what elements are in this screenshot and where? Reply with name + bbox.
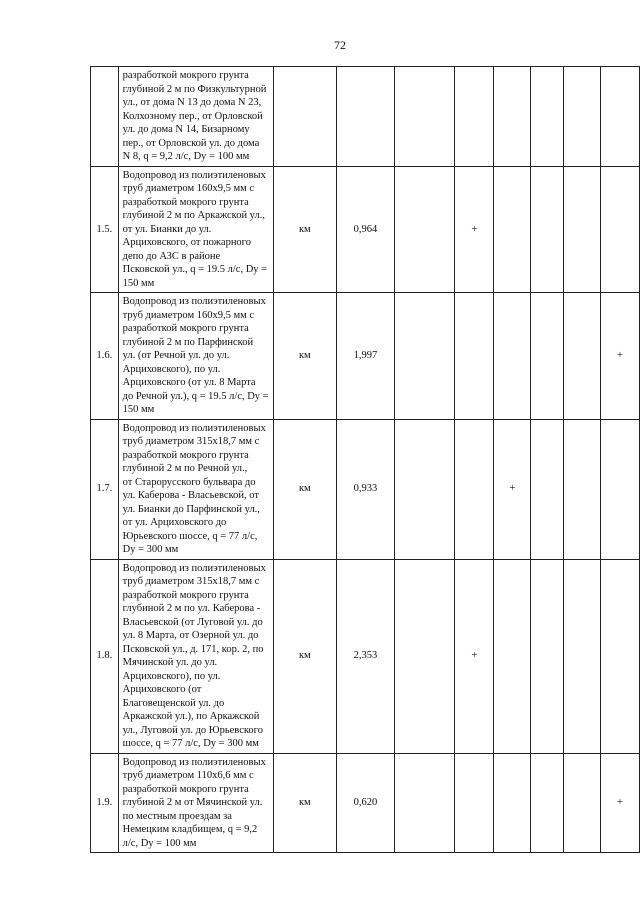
year-cell-4	[531, 753, 564, 853]
year-cell-3	[494, 753, 531, 853]
row-description: Водопровод из полиэтиленовых труб диаметром 315х18,7 мм с разработкой мокрого грунта глубиной 2 м по Речной ул., от Старорусского бульвара до ул. Каберова - Власьевской, от ул. Бианки до Парфинской ул., от ул. Арциховского до Юрьевского шоссе, q = 77 л/с, Dy = 300 мм	[122, 422, 266, 555]
year-cell-4	[531, 419, 564, 559]
year-cell-4	[531, 559, 564, 753]
table-row	[91, 166, 640, 293]
year-cell-3	[494, 166, 531, 293]
row-description-cell	[118, 166, 274, 293]
schedule-mark: +	[455, 559, 494, 753]
row-quantity: 2,353	[336, 559, 395, 753]
row-quantity: 0,933	[336, 419, 395, 559]
year-cell-4	[531, 67, 564, 167]
row-description: Водопровод из полиэтиленовых труб диаметром 160х9,5 мм с разработкой мокрого грунта глубиной 2 м по Аркажской ул., от ул. Бианки до ул. Арциховского, от пожарного депо до АЗС в районе Псковской ул., q = 19.5 л/с, Dy = 150 мм	[122, 169, 268, 289]
year-cell-3	[494, 67, 531, 167]
row-quantity: 0,620	[336, 753, 395, 853]
year-cell-6	[600, 419, 639, 559]
year-cell-3	[494, 293, 531, 420]
year-cell-2	[455, 67, 494, 167]
table-row	[91, 67, 640, 167]
row-number: 1.5.	[91, 166, 119, 293]
page-number: 72	[334, 38, 346, 52]
year-cell-1	[395, 559, 455, 753]
year-cell-1	[395, 419, 455, 559]
year-cell-6	[600, 166, 639, 293]
row-unit	[274, 67, 336, 167]
table-row	[91, 753, 640, 853]
year-cell-6	[600, 559, 639, 753]
table-row	[91, 559, 640, 753]
year-cell-5	[564, 559, 601, 753]
year-cell-5	[564, 419, 601, 559]
year-cell-1	[395, 67, 455, 167]
year-cell-4	[531, 166, 564, 293]
schedule-mark: +	[455, 166, 494, 293]
row-description-cell	[118, 67, 274, 167]
table-row	[91, 293, 640, 420]
row-quantity: 1,997	[336, 293, 395, 420]
year-cell-1	[395, 293, 455, 420]
row-description: Водопровод из полиэтиленовых труб диаметром 160х9,5 мм с разработкой мокрого грунта глубиной 2 м по Парфинской ул. (от Речной ул. до ул. Арциховского), по ул. Арциховского (от ул. 8 Марта до Речной ул.), q = 19.5 л/с, Dy = 150 мм	[122, 296, 269, 415]
table-row	[91, 419, 640, 559]
row-description: разработкой мокрого грунта глубиной 2 м по Физкультурной ул., от дома N 13 до дома N 23, Колхозному пер., от Орловской ул. до дома N 14, Бизарному пер., от Орловской ул. до дома N 8, q = 9,2 л/с, Dy = 100 мм	[122, 70, 267, 162]
year-cell-4	[531, 293, 564, 420]
year-cell-2	[455, 419, 494, 559]
year-cell-2	[455, 753, 494, 853]
year-cell-5	[564, 753, 601, 853]
year-cell-5	[564, 67, 601, 167]
row-number: 1.7.	[91, 419, 119, 559]
row-unit: км	[274, 166, 336, 293]
row-number: 1.8.	[91, 559, 119, 753]
row-description-cell	[118, 559, 274, 753]
row-unit: км	[274, 293, 336, 420]
year-cell-1	[395, 166, 455, 293]
row-description: Водопровод из полиэтиленовых труб диаметром 315х18,7 мм с разработкой мокрого грунта глубиной 2 м по ул. Каберова - Власьевской (от Луговой ул. до ул. 8 Марта, от Озерной ул. до Псковской ул., д. 171, кор. 2, по Мячинской ул. до ул. Арциховского), по ул. Арциховского (от Благовещенской ул. до Аркажской ул.), по Аркажской ул., Луговой ул. до Юрьевского шоссе, q = 77 л/с, Dy = 300 мм	[122, 562, 266, 749]
row-number: 1.9.	[91, 753, 119, 853]
row-number: 1.6.	[91, 293, 119, 420]
row-unit: км	[274, 419, 336, 559]
row-quantity: 0,964	[336, 166, 395, 293]
row-description-cell	[118, 419, 274, 559]
year-cell-3	[494, 559, 531, 753]
row-unit: км	[274, 559, 336, 753]
row-description: Водопровод из полиэтиленовых труб диаметром 110х6,6 мм с разработкой мокрого грунта глубиной 2 м от Мячинской ул. по местным проездам за Немецким кладбищем, q = 9,2 л/с, Dy = 100 мм	[122, 756, 266, 849]
year-cell-5	[564, 293, 601, 420]
schedule-mark: +	[600, 753, 639, 853]
year-cell-2	[455, 293, 494, 420]
year-cell-5	[564, 166, 601, 293]
schedule-mark: +	[600, 293, 639, 420]
year-cell-1	[395, 753, 455, 853]
row-number	[91, 67, 119, 167]
row-description-cell	[118, 753, 274, 853]
schedule-mark: +	[494, 419, 531, 559]
row-quantity	[336, 67, 395, 167]
row-unit: км	[274, 753, 336, 853]
row-description-cell	[118, 293, 274, 420]
year-cell-6	[600, 67, 639, 167]
works-table	[90, 66, 640, 853]
